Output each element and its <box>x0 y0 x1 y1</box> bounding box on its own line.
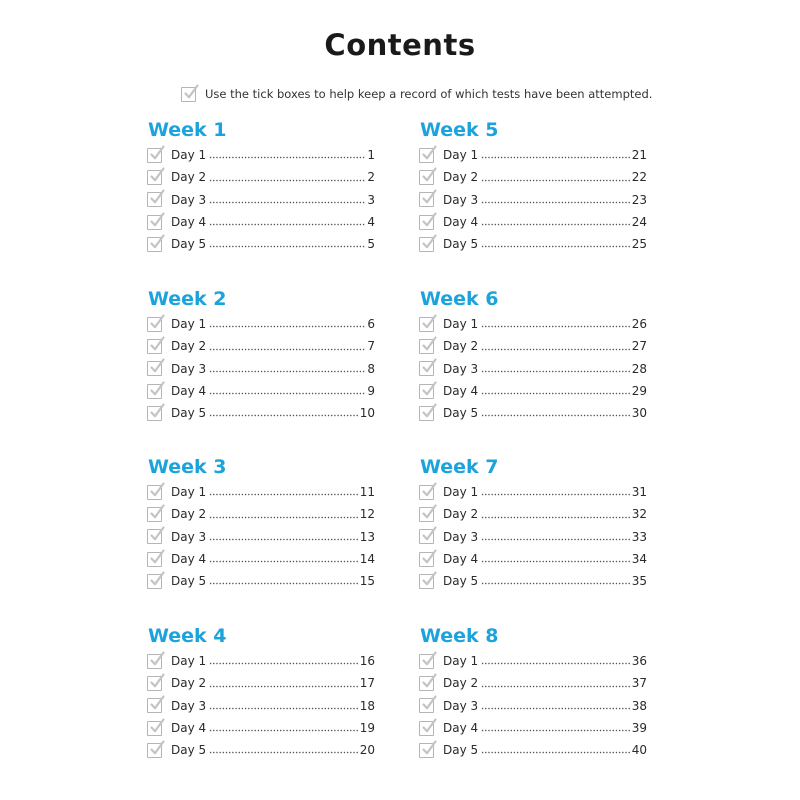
contents-entry <box>147 548 375 570</box>
week-heading: Week 6 <box>420 288 499 310</box>
dot-leader <box>209 538 359 541</box>
dot-leader <box>209 560 359 563</box>
checkbox-tick-icon[interactable] <box>147 654 162 669</box>
checkbox-tick-icon[interactable] <box>147 170 162 185</box>
checkbox-tick-icon[interactable] <box>419 507 434 522</box>
entry-page-number: 28 <box>631 361 647 376</box>
checkbox-tick-icon[interactable] <box>147 574 162 589</box>
entry-label: Day 1 <box>443 654 479 669</box>
week-section <box>147 454 375 592</box>
entry-label: Day 3 <box>443 529 479 544</box>
contents-entry <box>419 166 647 188</box>
dot-leader <box>481 662 631 665</box>
checkbox-tick-icon[interactable] <box>419 676 434 691</box>
dot-leader <box>481 707 631 710</box>
entry-page-number: 19 <box>359 721 375 736</box>
entry-label: Day 3 <box>443 361 479 376</box>
week-section <box>419 454 647 592</box>
page-title: Contents <box>324 28 476 62</box>
entry-label: Day 1 <box>171 654 207 669</box>
dot-leader <box>481 245 631 248</box>
entry-page-number: 5 <box>367 237 375 252</box>
week-section <box>147 623 375 761</box>
entry-page-number: 36 <box>631 654 647 669</box>
checkbox-tick-icon[interactable] <box>147 485 162 500</box>
entry-page-number: 12 <box>359 507 375 522</box>
dot-leader <box>481 493 631 496</box>
entry-label: Day 1 <box>443 485 479 500</box>
checkbox-tick-icon[interactable] <box>419 406 434 421</box>
week-section <box>147 286 375 424</box>
checkbox-tick-icon[interactable] <box>147 192 162 207</box>
checkbox-tick-icon[interactable] <box>419 170 434 185</box>
entry-label: Day 5 <box>443 406 479 421</box>
dot-leader <box>209 156 366 159</box>
entry-page-number: 39 <box>631 721 647 736</box>
entry-page-number: 26 <box>631 317 647 332</box>
contents-entry <box>147 695 375 717</box>
entry-label: Day 5 <box>171 574 207 589</box>
checkbox-tick-icon[interactable] <box>147 552 162 567</box>
dot-leader <box>209 729 359 732</box>
contents-entry <box>419 717 647 739</box>
entry-label: Day 2 <box>171 170 207 185</box>
entry-page-number: 6 <box>367 317 375 332</box>
checkbox-tick-icon[interactable] <box>181 87 196 102</box>
contents-entry <box>147 526 375 548</box>
dot-leader <box>481 201 631 204</box>
checkbox-tick-icon[interactable] <box>147 721 162 736</box>
checkbox-tick-icon[interactable] <box>419 361 434 376</box>
dot-leader <box>481 348 631 351</box>
dot-leader <box>481 392 631 395</box>
contents-entry <box>419 380 647 402</box>
entry-label: Day 4 <box>443 552 479 567</box>
dot-leader <box>209 370 366 373</box>
contents-entry <box>147 739 375 761</box>
checkbox-tick-icon[interactable] <box>147 529 162 544</box>
dot-leader <box>209 751 359 754</box>
entry-page-number: 40 <box>631 743 647 758</box>
checkbox-tick-icon[interactable] <box>419 384 434 399</box>
entry-label: Day 2 <box>443 507 479 522</box>
dot-leader <box>209 325 366 328</box>
entry-label: Day 4 <box>171 721 207 736</box>
entry-page-number: 37 <box>631 676 647 691</box>
entry-page-number: 11 <box>359 485 375 500</box>
checkbox-tick-icon[interactable] <box>147 406 162 421</box>
entry-page-number: 10 <box>359 406 375 421</box>
contents-entry <box>419 570 647 592</box>
dot-leader <box>209 392 366 395</box>
entry-page-number: 3 <box>367 192 375 207</box>
checkbox-tick-icon[interactable] <box>419 743 434 758</box>
contents-entry <box>147 570 375 592</box>
entry-label: Day 3 <box>443 192 479 207</box>
entry-label: Day 4 <box>171 215 207 230</box>
entry-page-number: 34 <box>631 552 647 567</box>
entry-label: Day 4 <box>171 384 207 399</box>
dot-leader <box>209 348 366 351</box>
entry-page-number: 15 <box>359 574 375 589</box>
contents-entry <box>147 211 375 233</box>
contents-entry <box>419 211 647 233</box>
entry-page-number: 14 <box>359 552 375 567</box>
dot-leader <box>209 201 366 204</box>
checkbox-tick-icon[interactable] <box>419 574 434 589</box>
dot-leader <box>481 370 631 373</box>
entry-label: Day 1 <box>171 485 207 500</box>
entry-label: Day 2 <box>171 507 207 522</box>
entry-page-number: 32 <box>631 507 647 522</box>
contents-entry <box>147 233 375 255</box>
week-heading: Week 7 <box>420 456 499 478</box>
dot-leader <box>481 325 631 328</box>
entry-page-number: 9 <box>367 384 375 399</box>
entry-label: Day 1 <box>171 317 207 332</box>
contents-entry <box>147 144 375 166</box>
week-section <box>419 286 647 424</box>
entry-label: Day 5 <box>443 743 479 758</box>
contents-entry <box>419 313 647 335</box>
entry-page-number: 29 <box>631 384 647 399</box>
contents-entry <box>147 481 375 503</box>
week-heading: Week 4 <box>148 625 227 647</box>
week-heading: Week 3 <box>148 456 227 478</box>
entry-label: Day 2 <box>443 339 479 354</box>
checkbox-tick-icon[interactable] <box>147 676 162 691</box>
entry-page-number: 17 <box>359 676 375 691</box>
week-heading: Week 5 <box>420 119 499 141</box>
week-section <box>147 117 375 255</box>
checkbox-tick-icon[interactable] <box>419 215 434 230</box>
dot-leader <box>481 582 631 585</box>
contents-entry <box>419 503 647 525</box>
entry-page-number: 31 <box>631 485 647 500</box>
entry-page-number: 30 <box>631 406 647 421</box>
entry-page-number: 13 <box>359 529 375 544</box>
contents-entry <box>147 313 375 335</box>
entry-page-number: 27 <box>631 339 647 354</box>
contents-entry <box>147 189 375 211</box>
checkbox-tick-icon[interactable] <box>147 148 162 163</box>
checkbox-tick-icon[interactable] <box>147 698 162 713</box>
contents-entry <box>419 548 647 570</box>
contents-entry <box>419 672 647 694</box>
entry-page-number: 1 <box>367 148 375 163</box>
contents-entry <box>147 650 375 672</box>
checkbox-tick-icon[interactable] <box>419 698 434 713</box>
entry-label: Day 4 <box>443 721 479 736</box>
checkbox-tick-icon[interactable] <box>419 237 434 252</box>
dot-leader <box>481 414 631 417</box>
checkbox-tick-icon[interactable] <box>419 192 434 207</box>
contents-entry <box>147 402 375 424</box>
entry-label: Day 5 <box>171 237 207 252</box>
week-heading: Week 8 <box>420 625 499 647</box>
contents-entry <box>147 335 375 357</box>
contents-entry <box>147 672 375 694</box>
checkbox-tick-icon[interactable] <box>147 384 162 399</box>
entry-label: Day 5 <box>171 743 207 758</box>
checkbox-tick-icon[interactable] <box>419 485 434 500</box>
checkbox-tick-icon[interactable] <box>419 529 434 544</box>
checkbox-tick-icon[interactable] <box>419 552 434 567</box>
contents-entry <box>419 402 647 424</box>
contents-entry <box>419 650 647 672</box>
dot-leader <box>481 179 631 182</box>
entry-page-number: 7 <box>367 339 375 354</box>
entry-label: Day 5 <box>171 406 207 421</box>
contents-entry <box>419 739 647 761</box>
entry-label: Day 3 <box>171 192 207 207</box>
week-heading: Week 2 <box>148 288 227 310</box>
dot-leader <box>209 685 359 688</box>
entry-page-number: 16 <box>359 654 375 669</box>
dot-leader <box>209 662 359 665</box>
contents-entry <box>147 503 375 525</box>
week-section <box>419 623 647 761</box>
instruction-line <box>181 84 652 104</box>
checkbox-tick-icon[interactable] <box>419 721 434 736</box>
entry-label: Day 3 <box>171 698 207 713</box>
contents-entry <box>147 358 375 380</box>
entry-page-number: 22 <box>631 170 647 185</box>
entry-label: Day 3 <box>171 361 207 376</box>
week-heading: Week 1 <box>148 119 227 141</box>
checkbox-tick-icon[interactable] <box>419 317 434 332</box>
entry-label: Day 2 <box>443 170 479 185</box>
contents-entry <box>147 717 375 739</box>
checkbox-tick-icon[interactable] <box>419 654 434 669</box>
entry-page-number: 21 <box>631 148 647 163</box>
dot-leader <box>481 729 631 732</box>
checkbox-tick-icon[interactable] <box>147 743 162 758</box>
dot-leader <box>209 516 359 519</box>
dot-leader <box>481 516 631 519</box>
contents-entry <box>419 144 647 166</box>
entry-label: Day 4 <box>443 215 479 230</box>
entry-page-number: 18 <box>359 698 375 713</box>
entry-label: Day 1 <box>171 148 207 163</box>
contents-entry <box>419 358 647 380</box>
instruction-text: Use the tick boxes to help keep a record of which tests have been attempted. <box>205 87 653 101</box>
entry-page-number: 35 <box>631 574 647 589</box>
dot-leader <box>209 414 359 417</box>
contents-entry <box>147 166 375 188</box>
entry-page-number: 25 <box>631 237 647 252</box>
entry-page-number: 4 <box>367 215 375 230</box>
dot-leader <box>481 751 631 754</box>
dot-leader <box>481 223 631 226</box>
checkbox-tick-icon[interactable] <box>419 339 434 354</box>
entry-label: Day 4 <box>171 552 207 567</box>
dot-leader <box>209 582 359 585</box>
dot-leader <box>209 223 366 226</box>
contents-entry <box>419 189 647 211</box>
entry-label: Day 5 <box>443 574 479 589</box>
entry-label: Day 5 <box>443 237 479 252</box>
dot-leader <box>481 156 631 159</box>
dot-leader <box>481 685 631 688</box>
contents-entry <box>147 380 375 402</box>
entry-page-number: 8 <box>367 361 375 376</box>
entry-label: Day 2 <box>443 676 479 691</box>
entry-page-number: 24 <box>631 215 647 230</box>
checkbox-tick-icon[interactable] <box>147 361 162 376</box>
entry-page-number: 38 <box>631 698 647 713</box>
dot-leader <box>481 538 631 541</box>
contents-entry <box>419 526 647 548</box>
contents-entry <box>419 233 647 255</box>
entry-label: Day 2 <box>171 676 207 691</box>
dot-leader <box>209 493 359 496</box>
entry-page-number: 33 <box>631 529 647 544</box>
entry-page-number: 2 <box>367 170 375 185</box>
checkbox-tick-icon[interactable] <box>147 339 162 354</box>
entry-label: Day 4 <box>443 384 479 399</box>
entry-label: Day 2 <box>171 339 207 354</box>
dot-leader <box>481 560 631 563</box>
checkbox-tick-icon[interactable] <box>419 148 434 163</box>
entry-label: Day 1 <box>443 148 479 163</box>
entry-label: Day 1 <box>443 317 479 332</box>
checkbox-tick-icon[interactable] <box>147 215 162 230</box>
dot-leader <box>209 179 366 182</box>
contents-entry <box>419 335 647 357</box>
checkbox-tick-icon[interactable] <box>147 237 162 252</box>
checkbox-tick-icon[interactable] <box>147 507 162 522</box>
checkbox-tick-icon[interactable] <box>147 317 162 332</box>
dot-leader <box>209 707 359 710</box>
entry-label: Day 3 <box>171 529 207 544</box>
contents-entry <box>419 695 647 717</box>
dot-leader <box>209 245 366 248</box>
contents-entry <box>419 481 647 503</box>
entry-page-number: 23 <box>631 192 647 207</box>
entry-label: Day 3 <box>443 698 479 713</box>
entry-page-number: 20 <box>359 743 375 758</box>
week-section <box>419 117 647 255</box>
